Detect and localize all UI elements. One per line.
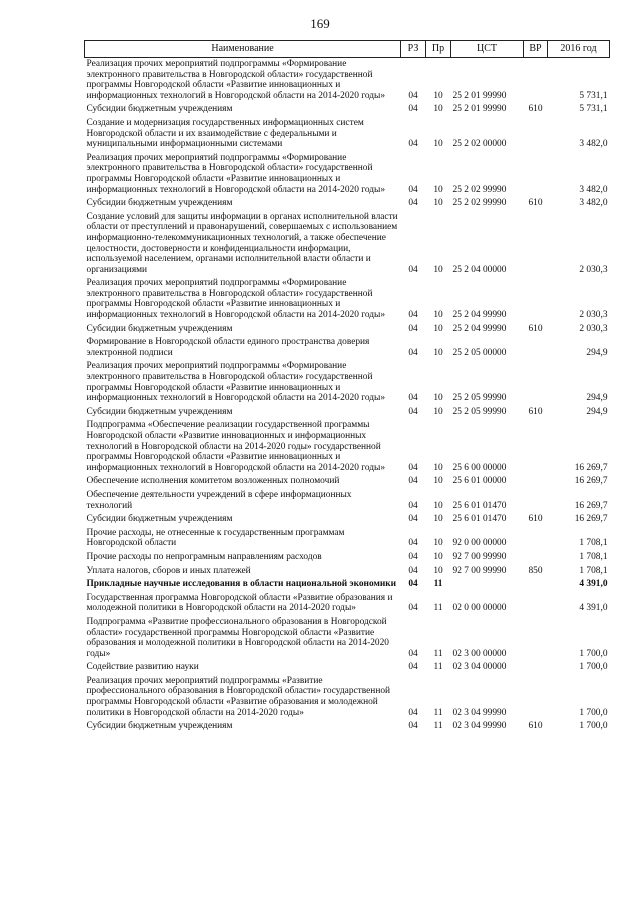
cell-cst: 25 2 02 99990 [452, 184, 507, 195]
table-row [85, 565, 610, 579]
cell-sum: 2 030,3 [579, 264, 608, 275]
cell-pr: 10 [433, 184, 443, 195]
cell-pr: 10 [433, 500, 443, 511]
cell-pr: 10 [433, 462, 443, 473]
table-row [85, 551, 610, 565]
cell-sum: 5 731,1 [579, 90, 608, 101]
table-row [85, 578, 610, 592]
cell-name: Прочие расходы по непрограмным направлениям расходов [86, 551, 322, 562]
cell-name: Субсидии бюджетным учреждениям [86, 514, 233, 525]
cell-name: Субсидии бюджетным учреждениям [86, 104, 233, 115]
cell-rz: 04 [408, 347, 418, 358]
cell-rz: 04 [408, 406, 418, 417]
cell-name: Прочие расходы, не отнесенные к государственным программам Новгородской области [86, 527, 345, 549]
cell-vr [524, 551, 548, 565]
table-row [85, 661, 610, 675]
cell-vr [524, 360, 548, 405]
cell-cst: 02 0 00 00000 [452, 603, 507, 614]
cell-name: Обеспечение деятельности учреждений в сфере информационных технологий [86, 489, 352, 511]
cell-vr [524, 419, 548, 475]
table-row [85, 489, 610, 513]
cell-cst: 92 7 00 99990 [452, 565, 507, 576]
cell-rz: 04 [408, 662, 418, 673]
cell-sum: 3 482,0 [579, 198, 608, 209]
cell-vr: 610 [528, 406, 543, 417]
cell-pr: 10 [433, 565, 443, 576]
cell-sum: 3 482,0 [579, 139, 608, 150]
cell-pr: 11 [433, 707, 443, 718]
cell-name: Реализация прочих мероприятий подпрограммы «Формирование электронного правительства в Новгородской области» государственной программы Новгородской области «Развитие инновационных и информационных технологий в Новгородской области на 2014-2020 годы» [86, 59, 386, 101]
cell-name: Реализация прочих мероприятий подпрограммы «Формирование электронного правительства в Новгородской области» государственной программы Новгородской области «Развитие инновационных и информационных технологий в Новгородской области на 2014-2020 годы» [86, 361, 386, 404]
column-header-vr: ВР [524, 41, 548, 58]
cell-sum: 294,9 [586, 347, 608, 358]
cell-name: Подпрограмма «Развитие профессионального образования в Новгородской области» государственной программы Новгородской области «Развитие образования и молодежной политики в Новгородской области на 2014-2020 годы» [86, 616, 389, 659]
cell-name: Формирование в Новгородской области единого пространства доверия электронной подписи [86, 337, 370, 358]
table-row [85, 103, 610, 117]
cell-vr [524, 336, 548, 360]
cell-sum: 1 700,0 [579, 721, 608, 732]
cell-vr [524, 211, 548, 278]
cell-rz: 04 [408, 462, 418, 473]
cell-pr: 10 [433, 264, 443, 275]
cell-pr: 10 [433, 198, 443, 209]
cell-cst: 25 2 05 99990 [452, 393, 507, 404]
cell-cst: 02 3 04 00000 [452, 662, 507, 673]
cell-pr: 10 [433, 139, 443, 150]
cell-pr: 10 [433, 476, 443, 487]
cell-rz: 04 [408, 579, 418, 590]
cell-sum: 1 700,0 [579, 662, 608, 673]
cell-vr [524, 675, 548, 720]
cell-pr: 10 [433, 551, 443, 562]
table-row [85, 419, 610, 475]
cell-sum: 1 700,0 [579, 648, 608, 659]
cell-vr [524, 592, 548, 616]
cell-pr: 10 [433, 310, 443, 321]
cell-sum: 1 708,1 [579, 565, 608, 576]
cell-sum: 5 731,1 [579, 104, 608, 115]
cell-cst: 02 3 04 99990 [452, 707, 507, 718]
cell-cst: 92 0 00 00000 [452, 538, 507, 549]
cell-rz: 04 [408, 139, 418, 150]
cell-rz: 04 [408, 90, 418, 101]
table-row [85, 675, 610, 720]
cell-rz: 04 [408, 707, 418, 718]
cell-rz: 04 [408, 565, 418, 576]
cell-sum: 1 700,0 [579, 707, 608, 718]
cell-rz: 04 [408, 393, 418, 404]
budget-table [84, 40, 610, 734]
table-row [85, 58, 610, 104]
cell-vr [524, 527, 548, 551]
cell-vr [524, 616, 548, 661]
table-row [85, 152, 610, 197]
cell-sum: 16 269,7 [574, 500, 608, 511]
table-row [85, 720, 610, 734]
cell-cst: 92 7 00 99990 [452, 551, 507, 562]
cell-name: Содействие развитию науки [86, 662, 199, 673]
cell-name: Реализация прочих мероприятий подпрограммы «Развитие профессионального образования в Новгородской области» государственной программы Новгородской области «Развитие образования и молодежной политики в Новгородской области на 2014-2020 годы» [86, 675, 391, 718]
cell-pr: 10 [433, 90, 443, 101]
cell-rz: 04 [408, 323, 418, 334]
cell-cst: 25 2 04 99990 [452, 323, 507, 334]
cell-sum: 3 482,0 [579, 184, 608, 195]
cell-pr: 11 [433, 603, 443, 614]
cell-vr [524, 277, 548, 322]
column-header-rz: РЗ [401, 41, 426, 58]
cell-pr: 11 [433, 721, 443, 732]
cell-vr: 610 [528, 721, 543, 732]
cell-pr: 10 [433, 514, 443, 525]
table-row [85, 527, 610, 551]
cell-vr [524, 475, 548, 489]
cell-rz: 04 [408, 721, 418, 732]
cell-name: Прикладные научные исследования в области национальной экономики [86, 579, 397, 590]
cell-rz: 04 [408, 198, 418, 209]
cell-vr [524, 117, 548, 152]
cell-vr: 610 [528, 323, 543, 334]
table-row [85, 336, 610, 360]
cell-pr: 10 [433, 538, 443, 549]
cell-vr [524, 152, 548, 197]
page-number: 169 [310, 16, 330, 31]
cell-cst: 25 2 04 00000 [452, 264, 507, 275]
cell-pr: 11 [433, 648, 443, 659]
cell-vr [524, 489, 548, 513]
cell-sum: 16 269,7 [574, 462, 608, 473]
cell-pr: 10 [433, 323, 443, 334]
table-row [85, 197, 610, 211]
cell-pr: 10 [433, 347, 443, 358]
cell-vr: 610 [528, 514, 543, 525]
cell-sum: 294,9 [586, 406, 608, 417]
cell-rz: 04 [408, 551, 418, 562]
cell-vr [524, 58, 548, 104]
cell-rz: 04 [408, 104, 418, 115]
table-row [85, 592, 610, 616]
cell-name: Создание условий для защиты информации в органах исполнительной власти области от преступлений и правонарушений, совершаемых с использованием информационно-телекоммуникационных технологий, а также обеспечение целостности, достоверности и конфиденциальности информации, используемой населением, органами исполнительной власти области и организациями [86, 211, 398, 275]
cell-cst: 25 2 05 99990 [452, 406, 507, 417]
cell-cst: 25 6 01 01470 [452, 514, 507, 525]
cell-cst: 25 6 01 00000 [452, 476, 507, 487]
cell-name: Субсидии бюджетным учреждениям [86, 323, 233, 334]
cell-name: Обеспечение исполнения комитетом возложенных полномочий [86, 476, 340, 487]
cell-vr: 610 [528, 104, 543, 115]
cell-pr: 11 [433, 579, 443, 590]
column-header-name: Наименование [85, 41, 401, 58]
cell-cst: 25 2 05 00000 [452, 347, 507, 358]
column-header-year: 2016 год [548, 41, 610, 58]
cell-rz: 04 [408, 310, 418, 321]
table-row [85, 616, 610, 661]
cell-pr: 11 [433, 662, 443, 673]
cell-cst: 02 3 00 00000 [452, 648, 507, 659]
cell-sum: 2 030,3 [579, 310, 608, 321]
table-row [85, 475, 610, 489]
table-row [85, 211, 610, 278]
table-row [85, 277, 610, 322]
cell-sum: 16 269,7 [574, 476, 608, 487]
cell-name: Субсидии бюджетным учреждениям [86, 721, 233, 732]
table-row [85, 360, 610, 405]
cell-rz: 04 [408, 476, 418, 487]
column-header-pr: Пр [426, 41, 451, 58]
cell-name: Субсидии бюджетным учреждениям [86, 198, 233, 209]
cell-cst: 25 2 04 99990 [452, 310, 507, 321]
cell-name: Реализация прочих мероприятий подпрограммы «Формирование электронного правительства в Новгородской области» государственной программы Новгородской области «Развитие инновационных и информационных технологий в Новгородской области на 2014-2020 годы» [86, 152, 386, 195]
cell-rz: 04 [408, 184, 418, 195]
cell-rz: 04 [408, 648, 418, 659]
cell-cst: 25 2 02 99990 [452, 198, 507, 209]
cell-sum: 2 030,3 [579, 323, 608, 334]
cell-name: Создание и модернизация государственных информационных систем Новгородской области и их взаимодействие с федеральными и муниципальными информационными системами [86, 117, 364, 150]
cell-name: Государственная программа Новгородской области «Развитие образования и молодежной политики в Новгородской области на 2014-2020 годы» [86, 592, 393, 614]
cell-cst: 25 2 01 99990 [452, 90, 507, 101]
cell-sum: 4 391,0 [579, 603, 608, 614]
cell-pr: 10 [433, 393, 443, 404]
table-row [85, 117, 610, 152]
cell-sum: 4 391,0 [579, 579, 608, 590]
cell-cst: 02 3 04 99990 [452, 721, 507, 732]
cell-pr: 10 [433, 104, 443, 115]
cell-rz: 04 [408, 264, 418, 275]
cell-vr: 610 [528, 198, 543, 209]
cell-sum: 294,9 [586, 393, 608, 404]
cell-name: Подпрограмма «Обеспечение реализации государственной программы Новгородской области «Развитие инновационных и информационных технологий в Новгородской области на 2014-2020 годы» государственной программы Новгородской области «Развитие инновационных и информационных технологий в Новгородской области на 2014-2020 годы» [86, 420, 386, 473]
cell-name: Субсидии бюджетным учреждениям [86, 406, 233, 417]
cell-cst: 25 6 00 00000 [452, 462, 507, 473]
table-row [85, 323, 610, 337]
cell-rz: 04 [408, 603, 418, 614]
cell-sum: 1 708,1 [579, 538, 608, 549]
cell-name: Уплата налогов, сборов и иных платежей [86, 565, 251, 576]
cell-sum: 1 708,1 [579, 551, 608, 562]
cell-rz: 04 [408, 538, 418, 549]
cell-cst: 25 6 01 01470 [452, 500, 507, 511]
cell-sum: 16 269,7 [574, 514, 608, 525]
table-row [85, 513, 610, 527]
table-body [85, 58, 610, 734]
cell-vr [524, 578, 548, 592]
cell-vr: 850 [528, 565, 543, 576]
cell-cst [451, 578, 524, 592]
table-row [85, 406, 610, 420]
cell-name: Реализация прочих мероприятий подпрограммы «Формирование электронного правительства в Новгородской области» государственной программы Новгородской области «Развитие инновационных и информационных технологий в Новгородской области на 2014-2020 годы» [86, 278, 386, 321]
column-header-cst: ЦСТ [451, 41, 524, 58]
cell-vr [524, 661, 548, 675]
cell-cst: 25 2 02 00000 [452, 139, 507, 150]
cell-rz: 04 [408, 514, 418, 525]
cell-cst: 25 2 01 99990 [452, 104, 507, 115]
table-header [85, 41, 610, 58]
cell-rz: 04 [408, 500, 418, 511]
cell-pr: 10 [433, 406, 443, 417]
